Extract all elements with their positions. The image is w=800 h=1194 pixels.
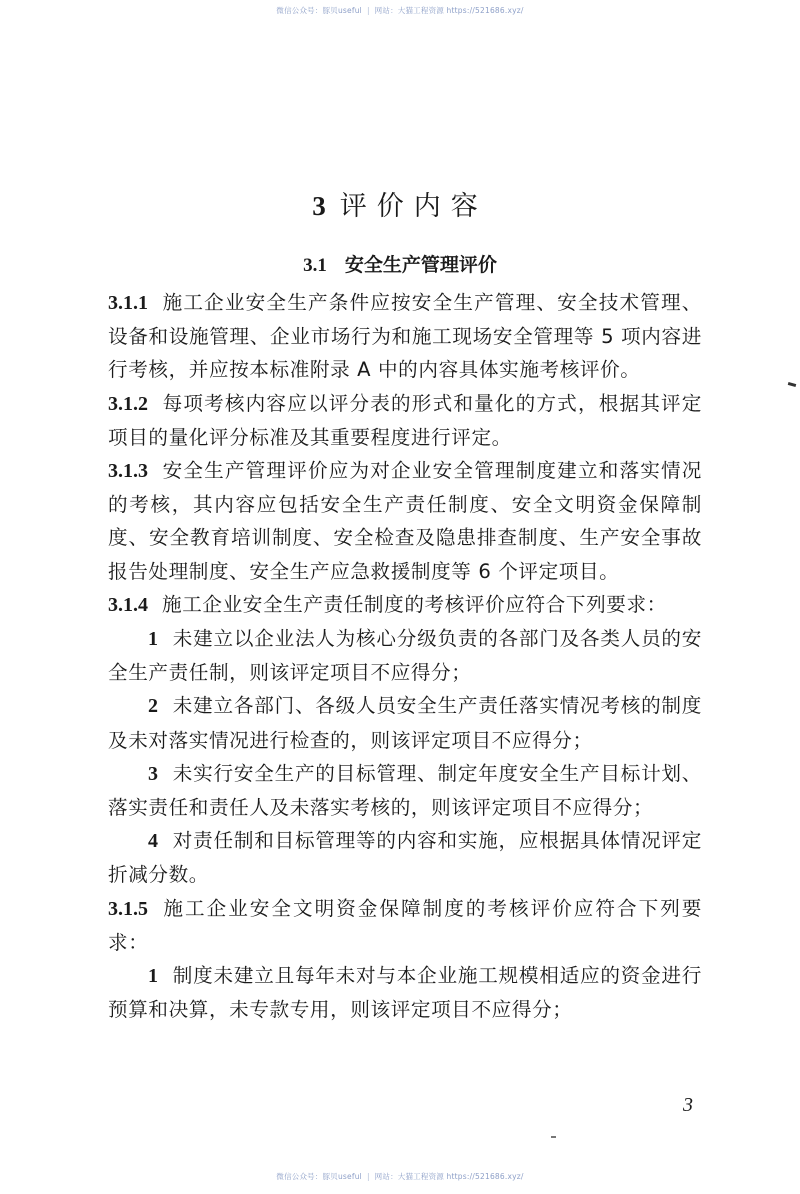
clause-number: 3.1.2 (108, 392, 148, 415)
watermark-separator: | (366, 1172, 370, 1181)
watermark-wechat: 微信公众号：豚贝useful (276, 6, 362, 15)
scan-mark (551, 1136, 556, 1138)
clause-3-1-2 (108, 387, 702, 454)
clause-number: 3.1.5 (108, 897, 148, 920)
clause-text: 安全生产管理评价应为对企业安全管理制度建立和落实情况的考核，其内容应包括安全生产责任制度、安全文明资金保障制度、安全教育培训制度、安全检查及隐患排查制度、生产安全事故报告处理制度、安全生产应急救援制度等 6 个评定项目。 (108, 459, 702, 583)
clause-text: 施工企业安全文明资金保障制度的考核评价应符合下列要求： (108, 896, 702, 954)
clause-number: 3.1.3 (108, 460, 148, 483)
item-text: 制度未建立且每年未对与本企业施工规模相适应的资金进行预算和决算，未专款专用，则该评定项目不应得分； (108, 964, 702, 1022)
clause-text: 施工企业安全生产责任制度的考核评价应符合下列要求： (162, 592, 667, 616)
section-title (0, 250, 800, 277)
section-number: 3.1 (303, 254, 327, 276)
item-text: 未建立以企业法人为核心分级负责的各部门及各类人员的安全生产责任制，则该评定项目不应得分； (108, 627, 702, 685)
chapter-title-text: 评价内容 (339, 191, 488, 223)
clause-3-1-5-item-1 (108, 959, 702, 1026)
watermark-website: 网站：大猫工程资源 https://521686.xyz/ (374, 1172, 524, 1181)
clause-3-1-4-item-3 (108, 757, 702, 824)
chapter-title (0, 184, 800, 223)
clause-3-1-5 (108, 892, 702, 959)
item-number: 2 (148, 695, 159, 718)
item-text: 未建立各部门、各级人员安全生产责任落实情况考核的制度及未对落实情况进行检查的，则该评定项目不应得分； (108, 694, 702, 752)
clause-3-1-4 (108, 588, 702, 622)
watermark-wechat: 微信公众号：豚贝useful (276, 1172, 362, 1181)
page-number: 3 (683, 1094, 693, 1116)
watermark-separator: | (366, 6, 370, 15)
chapter-number: 3 (312, 191, 326, 222)
section-title-text: 安全生产管理评价 (344, 253, 497, 276)
clause-3-1-4-item-4 (108, 824, 702, 891)
item-text: 对责任制和目标管理等的内容和实施，应根据具体情况评定折减分数。 (108, 829, 702, 887)
watermark-footer (0, 1171, 800, 1182)
item-number: 1 (148, 628, 159, 651)
clause-number: 3.1.1 (108, 292, 148, 314)
item-number: 1 (148, 965, 159, 988)
clause-text: 施工企业安全生产条件应按安全生产管理、安全技术管理、设备和设施管理、企业市场行为和施工现场安全管理等 5 项内容进行考核，并应按本标准附录 A 中的内容具体实施考核评价。 (108, 291, 702, 382)
clause-3-1-4-item-1 (108, 622, 702, 689)
watermark-website: 网站：大猫工程资源 https://521686.xyz/ (374, 6, 524, 15)
clause-3-1-1 (108, 286, 702, 387)
clause-3-1-4-item-2 (108, 689, 702, 756)
item-text: 未实行安全生产的目标管理、制定年度安全生产目标计划、落实责任和责任人及未落实考核的，则该评定项目不应得分； (108, 761, 702, 820)
watermark-header (0, 5, 800, 16)
clause-number: 3.1.4 (108, 593, 148, 616)
item-number: 4 (148, 830, 159, 853)
scan-mark (788, 382, 797, 387)
item-number: 3 (148, 762, 159, 785)
clause-text: 每项考核内容应以评分表的形式和量化的方式，根据其评定项目的量化评分标准及其重要程度进行评定。 (108, 391, 702, 449)
document-body (108, 286, 702, 1026)
clause-3-1-3 (108, 454, 702, 588)
